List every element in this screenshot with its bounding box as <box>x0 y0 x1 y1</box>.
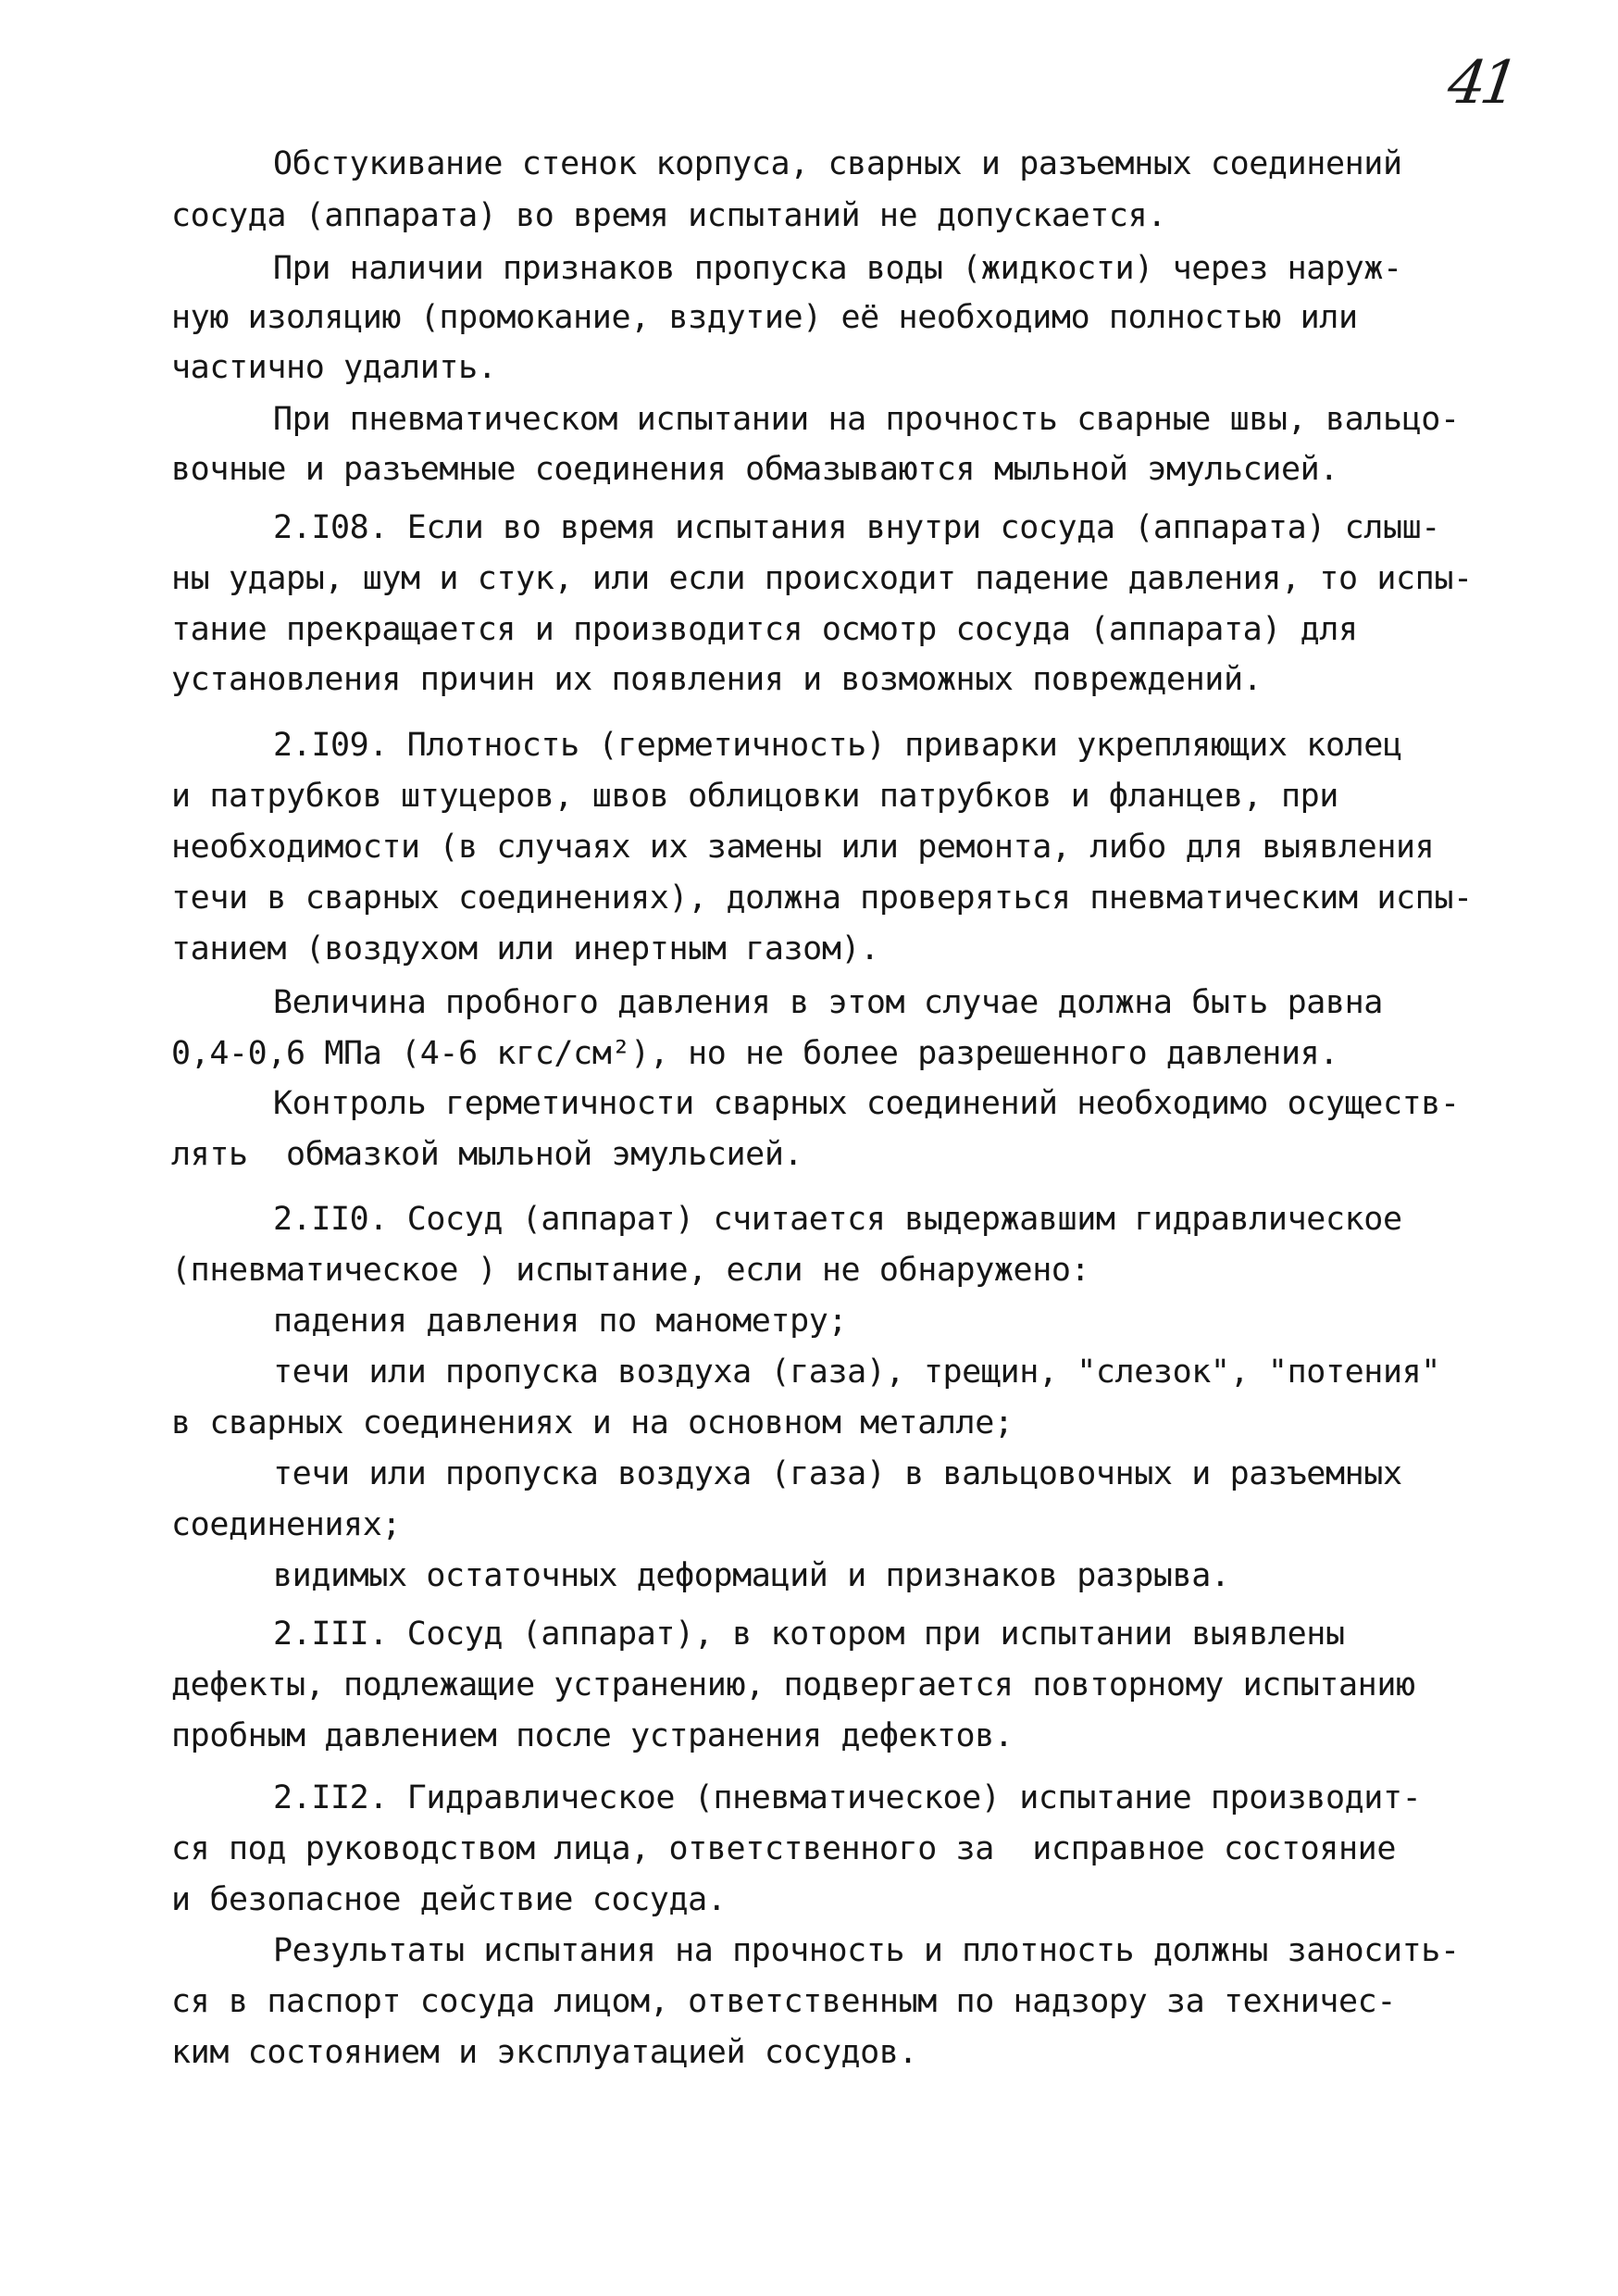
text-line: установления причин их появления и возможных повреждений. <box>171 661 1263 698</box>
text-line: Результаты испытания на прочность и плотность должны заносить- <box>273 1932 1460 1969</box>
text-line: и безопасное действие сосуда. <box>171 1881 727 1918</box>
text-line: 2.I08. Если во время испытания внутри сосуда (аппарата) слыш- <box>273 509 1440 546</box>
text-line: 2.I09. Плотность (герметичность) приварки укрепляющих колец <box>273 727 1402 764</box>
text-line: ны удары, шум и стук, или если происходит падение давления, то испы- <box>171 560 1473 597</box>
text-line: течи или пропуска воздуха (газа) в вальцовочных и разъемных <box>273 1455 1402 1492</box>
text-line: и патрубков штуцеров, швов облицовки патрубков и фланцев, при <box>171 778 1338 815</box>
text-line: При наличии признаков пропуска воды (жидкости) через наруж- <box>273 250 1402 287</box>
text-line: тание прекращается и производится осмотр сосуда (аппарата) для <box>171 611 1358 648</box>
text-line: пробным давлением после устранения дефектов. <box>171 1717 1014 1754</box>
text-line: Обстукивание стенок корпуса, сварных и разъемных соединений <box>273 145 1402 182</box>
text-line: 2.III. Сосуд (аппарат), в котором при испытании выявлены <box>273 1616 1345 1653</box>
text-line: вочные и разъемные соединения обмазываются мыльной эмульсией. <box>171 451 1338 488</box>
text-line: необходимости (в случаях их замены или ремонта, либо для выявления <box>171 829 1435 866</box>
text-line: При пневматическом испытании на прочность сварные швы, вальцо- <box>273 401 1460 438</box>
text-line: ся в паспорт сосуда лицом, ответственным по надзору за техничес- <box>171 1983 1396 2020</box>
text-line: Контроль герметичности сварных соединений необходимо осуществ- <box>273 1085 1460 1122</box>
text-line: 2.II2. Гидравлическое (пневматическое) испытание производит- <box>273 1779 1422 1816</box>
text-line: частично удалить. <box>171 349 497 386</box>
text-line: течи или пропуска воздуха (газа), трещин, "слезок", "потения" <box>273 1354 1440 1391</box>
text-line: дефекты, подлежащие устранению, подвергается повторному испытанию <box>171 1666 1415 1703</box>
text-line: танием (воздухом или инертным газом). <box>171 930 879 967</box>
page-number: 41 <box>1443 49 1518 118</box>
text-line: ким состоянием и эксплуатацией сосудов. <box>171 2034 918 2071</box>
text-line: 2.II0. Сосуд (аппарат) считается выдержавшим гидравлическое <box>273 1201 1402 1238</box>
text-line: сосуда (аппарата) во время испытаний не допускается. <box>171 197 1166 234</box>
text-line: ную изоляцию (промокание, вздутие) её необходимо полностью или <box>171 299 1358 336</box>
text-line: ся под руководством лица, ответственного за исправное состояние <box>171 1830 1396 1867</box>
text-line: видимых остаточных деформаций и признаков разрыва. <box>273 1557 1230 1594</box>
text-line: падения давления по манометру; <box>273 1303 848 1340</box>
text-line: течи в сварных соединениях), должна проверяться пневматическим испы- <box>171 880 1473 917</box>
text-line: Величина пробного давления в этом случае должна быть равна <box>273 984 1383 1021</box>
text-line: лять обмазкой мыльной эмульсией. <box>171 1136 803 1173</box>
text-line: 0,4-0,6 МПа (4-6 кгс/см²), но не более разрешенного давления. <box>171 1035 1338 1072</box>
text-line: в сварных соединениях и на основном металле; <box>171 1404 1014 1441</box>
text-line: соединениях; <box>171 1506 402 1543</box>
text-line: (пневматическое ) испытание, если не обнаружено: <box>171 1252 1090 1289</box>
